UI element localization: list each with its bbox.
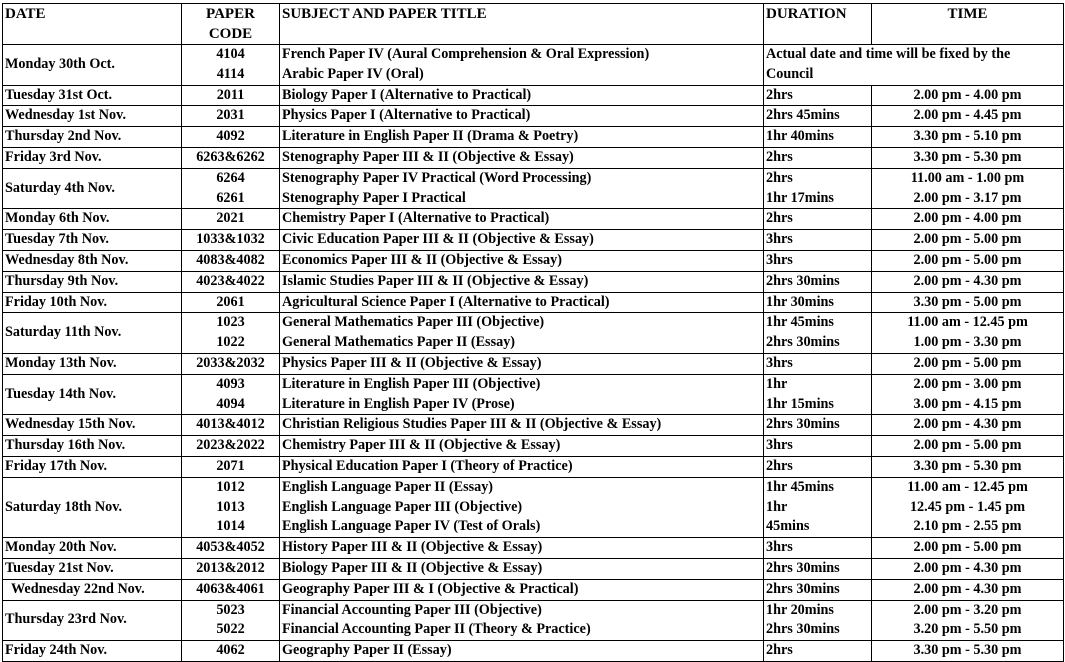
subject-line: Biology Paper I (Alternative to Practical) bbox=[282, 86, 532, 103]
paper-code bbox=[182, 127, 280, 148]
table-row bbox=[3, 127, 1064, 148]
paper-code-line: 1022 bbox=[216, 334, 245, 351]
paper-code-line: 1012 bbox=[216, 478, 245, 495]
paper-code-line: 4053&4052 bbox=[196, 539, 265, 556]
paper-code bbox=[182, 538, 280, 559]
paper-code bbox=[182, 45, 280, 86]
subject-line: Physics Paper III & II (Objective & Essay) bbox=[282, 354, 542, 371]
time-line: 3.30 pm - 5.30 pm bbox=[913, 457, 1022, 474]
duration-line: 1hr 15mins bbox=[766, 395, 834, 412]
paper-code bbox=[182, 85, 280, 106]
time-slot bbox=[872, 579, 1064, 600]
table-row bbox=[3, 579, 1064, 600]
time-line: 2.00 pm - 5.00 pm bbox=[913, 251, 1022, 268]
time-line: 3.30 pm - 5.30 pm bbox=[913, 148, 1022, 165]
subject-line: Geography Paper II (Essay) bbox=[282, 642, 452, 659]
exam-date: Monday 13th Nov. bbox=[3, 353, 182, 374]
paper-code-line: 4092 bbox=[216, 128, 245, 145]
time-line: 2.00 pm - 4.30 pm bbox=[913, 580, 1022, 597]
duration bbox=[764, 600, 872, 641]
table-row bbox=[3, 538, 1064, 559]
header-date: DATE bbox=[3, 4, 182, 45]
duration-line: 1hr bbox=[766, 498, 788, 515]
duration bbox=[764, 209, 872, 230]
paper-code bbox=[182, 353, 280, 374]
table-row bbox=[3, 168, 1064, 209]
subject-line: Arabic Paper IV (Oral) bbox=[282, 65, 424, 82]
subject-line: Christian Religious Studies Paper III & II (Objective & Essay) bbox=[282, 416, 662, 433]
paper-code-line: 5022 bbox=[216, 621, 245, 638]
subject-title bbox=[280, 477, 764, 537]
exam-date: Thursday 9th Nov. bbox=[3, 271, 182, 292]
table-row bbox=[3, 477, 1064, 537]
exam-date: Tuesday 21st Nov. bbox=[3, 558, 182, 579]
duration-line: 3hrs bbox=[766, 539, 793, 556]
time-line: 3.30 pm - 5.30 pm bbox=[913, 642, 1022, 659]
subject-title bbox=[280, 374, 764, 415]
subject-line: English Language Paper III (Objective) bbox=[282, 498, 523, 515]
exam-date: Friday 10th Nov. bbox=[3, 292, 182, 313]
duration-line: 1hr 40mins bbox=[766, 128, 834, 145]
paper-code-line: 6264 bbox=[216, 169, 245, 186]
duration bbox=[764, 353, 872, 374]
duration-line: 1hr 45mins bbox=[766, 314, 834, 331]
paper-code-line: 4083&4082 bbox=[196, 251, 265, 268]
time-slot bbox=[872, 374, 1064, 415]
header-time: TIME bbox=[872, 4, 1064, 45]
time-line: 3.30 pm - 5.00 pm bbox=[913, 293, 1022, 310]
duration bbox=[764, 538, 872, 559]
subject-line: English Language Paper II (Essay) bbox=[282, 478, 494, 495]
header-row bbox=[3, 4, 1064, 45]
paper-code-line: 4013&4012 bbox=[196, 416, 265, 433]
duration bbox=[764, 230, 872, 251]
subject-line: French Paper IV (Aural Comprehension & Oral Expression) bbox=[282, 46, 650, 62]
schedule-notice: Actual date and time will be fixed by the Council bbox=[764, 45, 1064, 86]
subject-title bbox=[280, 579, 764, 600]
subject-title bbox=[280, 250, 764, 271]
exam-date: Monday 30th Oct. bbox=[3, 45, 182, 86]
paper-code-line: 2071 bbox=[216, 457, 245, 474]
time-line: 3.00 pm - 4.15 pm bbox=[913, 395, 1022, 412]
time-slot bbox=[872, 209, 1064, 230]
exam-date: Tuesday 14th Nov. bbox=[3, 374, 182, 415]
duration bbox=[764, 292, 872, 313]
duration bbox=[764, 250, 872, 271]
paper-code bbox=[182, 477, 280, 537]
subject-title bbox=[280, 353, 764, 374]
paper-code-line: 4094 bbox=[216, 395, 245, 412]
subject-line: Economics Paper III & II (Objective & Essay) bbox=[282, 251, 562, 268]
subject-title bbox=[280, 313, 764, 354]
subject-title bbox=[280, 209, 764, 230]
time-line: 12.45 pm - 1.45 pm bbox=[909, 498, 1026, 515]
paper-code-line: 4104 bbox=[216, 46, 245, 62]
time-line: 11.00 am - 12.45 pm bbox=[907, 314, 1028, 331]
header-code-line2: CODE bbox=[208, 26, 253, 42]
paper-code-line: 4114 bbox=[216, 65, 245, 82]
time-slot bbox=[872, 168, 1064, 209]
paper-code bbox=[182, 374, 280, 415]
paper-code bbox=[182, 436, 280, 457]
subject-title bbox=[280, 106, 764, 127]
time-slot bbox=[872, 271, 1064, 292]
time-line: 2.00 pm - 5.00 pm bbox=[913, 437, 1022, 454]
paper-code bbox=[182, 147, 280, 168]
subject-title bbox=[280, 292, 764, 313]
duration-line: 2hrs 30mins bbox=[766, 334, 840, 351]
subject-line: History Paper III & II (Objective & Essay) bbox=[282, 539, 543, 556]
table-row bbox=[3, 106, 1064, 127]
exam-date: Saturday 11th Nov. bbox=[3, 313, 182, 354]
table-row bbox=[3, 641, 1064, 662]
subject-title bbox=[280, 127, 764, 148]
duration-line: 45mins bbox=[766, 518, 810, 535]
time-slot bbox=[872, 353, 1064, 374]
duration-line: 1hr 17mins bbox=[766, 189, 834, 206]
time-slot bbox=[872, 106, 1064, 127]
exam-date: Thursday 23rd Nov. bbox=[3, 600, 182, 641]
duration-line: 2hrs 30mins bbox=[766, 621, 840, 638]
paper-code-line: 4093 bbox=[216, 375, 245, 392]
subject-line: Agricultural Science Paper I (Alternative to Practical) bbox=[282, 293, 610, 310]
paper-code bbox=[182, 250, 280, 271]
time-slot bbox=[872, 538, 1064, 559]
time-slot bbox=[872, 292, 1064, 313]
time-line: 3.20 pm - 5.50 pm bbox=[913, 621, 1022, 638]
time-slot bbox=[872, 250, 1064, 271]
time-line: 2.00 pm - 5.00 pm bbox=[913, 539, 1022, 556]
duration bbox=[764, 374, 872, 415]
duration-line: 2hrs 45mins bbox=[766, 107, 840, 124]
subject-line: Literature in English Paper IV (Prose) bbox=[282, 395, 515, 412]
duration-line: 3hrs bbox=[766, 437, 793, 454]
table-row bbox=[3, 250, 1064, 271]
duration-line: 2hrs 30mins bbox=[766, 559, 840, 576]
paper-code-line: 2013&2012 bbox=[196, 559, 265, 576]
paper-code-line: 2033&2032 bbox=[196, 354, 265, 371]
duration bbox=[764, 415, 872, 436]
paper-code bbox=[182, 415, 280, 436]
time-line: 11.00 am - 1.00 pm bbox=[910, 169, 1025, 186]
duration-line: 2hrs bbox=[766, 642, 793, 659]
time-line: 3.30 pm - 5.10 pm bbox=[913, 128, 1022, 145]
table-row bbox=[3, 45, 1064, 86]
paper-code-line: 1014 bbox=[216, 518, 245, 535]
exam-timetable bbox=[2, 3, 1064, 662]
time-slot bbox=[872, 230, 1064, 251]
table-row bbox=[3, 436, 1064, 457]
exam-date: Friday 17th Nov. bbox=[3, 456, 182, 477]
time-line: 1.00 pm - 3.30 pm bbox=[913, 334, 1022, 351]
subject-line: Islamic Studies Paper III & II (Objective & Essay) bbox=[282, 272, 589, 289]
subject-line: Physics Paper I (Alternative to Practical) bbox=[282, 107, 531, 124]
time-slot bbox=[872, 415, 1064, 436]
table-row bbox=[3, 374, 1064, 415]
subject-line: Chemistry Paper III & II (Objective & Essay) bbox=[282, 437, 561, 454]
duration bbox=[764, 168, 872, 209]
paper-code-line: 2011 bbox=[216, 86, 245, 103]
duration bbox=[764, 579, 872, 600]
duration-line: 2hrs bbox=[766, 148, 793, 165]
paper-code-line: 5023 bbox=[216, 601, 245, 618]
table-row bbox=[3, 147, 1064, 168]
paper-code bbox=[182, 641, 280, 662]
duration-line: 2hrs bbox=[766, 457, 793, 474]
time-line: 2.00 pm - 5.00 pm bbox=[913, 354, 1022, 371]
time-line: 2.00 pm - 3.17 pm bbox=[913, 189, 1022, 206]
paper-code-line: 2031 bbox=[216, 107, 245, 124]
table-row bbox=[3, 85, 1064, 106]
paper-code bbox=[182, 271, 280, 292]
exam-date: Wednesday 1st Nov. bbox=[3, 106, 182, 127]
duration bbox=[764, 477, 872, 537]
paper-code bbox=[182, 106, 280, 127]
subject-title bbox=[280, 456, 764, 477]
paper-code-line: 6263&6262 bbox=[196, 148, 265, 165]
duration bbox=[764, 436, 872, 457]
subject-line: English Language Paper IV (Test of Orals) bbox=[282, 518, 541, 535]
subject-line: General Mathematics Paper III (Objective) bbox=[282, 314, 545, 331]
paper-code bbox=[182, 230, 280, 251]
time-slot bbox=[872, 558, 1064, 579]
subject-line: Financial Accounting Paper II (Theory & Practice) bbox=[282, 621, 591, 638]
subject-title bbox=[280, 538, 764, 559]
table-row bbox=[3, 271, 1064, 292]
subject-title bbox=[280, 558, 764, 579]
subject-line: Literature in English Paper III (Objective) bbox=[282, 375, 541, 392]
duration bbox=[764, 85, 872, 106]
duration-line: 1hr bbox=[766, 375, 788, 392]
subject-title bbox=[280, 230, 764, 251]
paper-code-line: 2061 bbox=[216, 293, 245, 310]
subject-title bbox=[280, 436, 764, 457]
duration bbox=[764, 558, 872, 579]
exam-date: Thursday 16th Nov. bbox=[3, 436, 182, 457]
paper-code-line: 2021 bbox=[216, 210, 245, 227]
paper-code bbox=[182, 579, 280, 600]
duration-line: 2hrs 30mins bbox=[766, 416, 840, 433]
table-row bbox=[3, 209, 1064, 230]
paper-code-line: 2023&2022 bbox=[196, 437, 265, 454]
exam-date: Saturday 18th Nov. bbox=[3, 477, 182, 537]
time-line: 2.10 pm - 2.55 pm bbox=[913, 518, 1022, 535]
time-line: 2.00 pm - 4.30 pm bbox=[913, 416, 1022, 433]
paper-code-line: 6261 bbox=[216, 189, 245, 206]
duration-line: 3hrs bbox=[766, 231, 793, 248]
table-row bbox=[3, 415, 1064, 436]
paper-code-line: 1013 bbox=[216, 498, 245, 515]
time-slot bbox=[872, 600, 1064, 641]
subject-line: Physical Education Paper I (Theory of Practice) bbox=[282, 457, 573, 474]
duration bbox=[764, 127, 872, 148]
duration-line: 1hr 30mins bbox=[766, 293, 834, 310]
paper-code-line: 4063&4061 bbox=[196, 580, 265, 597]
time-line: 2.00 pm - 4.45 pm bbox=[913, 107, 1022, 124]
table-row bbox=[3, 456, 1064, 477]
time-line: 2.00 pm - 4.00 pm bbox=[913, 210, 1022, 227]
table-row bbox=[3, 353, 1064, 374]
subject-title bbox=[280, 271, 764, 292]
duration-line: 1hr 20mins bbox=[766, 601, 834, 618]
subject-line: Stenography Paper III & II (Objective & Essay) bbox=[282, 148, 574, 165]
duration-line: 3hrs bbox=[766, 251, 793, 268]
table-row bbox=[3, 230, 1064, 251]
header-subject: SUBJECT AND PAPER TITLE bbox=[280, 4, 764, 45]
time-line: 2.00 pm - 4.00 pm bbox=[913, 86, 1022, 103]
subject-title bbox=[280, 85, 764, 106]
paper-code-line: 1023 bbox=[216, 314, 245, 331]
time-line: 2.00 pm - 3.00 pm bbox=[913, 375, 1022, 392]
time-slot bbox=[872, 456, 1064, 477]
header-duration: DURATION bbox=[764, 4, 872, 45]
subject-line: Geography Paper III & I (Objective & Practical) bbox=[282, 580, 579, 597]
paper-code bbox=[182, 209, 280, 230]
table-row bbox=[3, 600, 1064, 641]
timetable-body bbox=[3, 45, 1064, 662]
subject-line: Financial Accounting Paper III (Objective) bbox=[282, 601, 542, 618]
time-line: 11.00 am - 12.45 pm bbox=[907, 478, 1028, 495]
time-slot bbox=[872, 147, 1064, 168]
subject-line: Stenography Paper I Practical bbox=[282, 189, 466, 206]
duration bbox=[764, 106, 872, 127]
subject-title bbox=[280, 600, 764, 641]
subject-title bbox=[280, 641, 764, 662]
time-line: 2.00 pm - 5.00 pm bbox=[913, 231, 1022, 248]
subject-line: Chemistry Paper I (Alternative to Practical) bbox=[282, 210, 550, 227]
table-row bbox=[3, 313, 1064, 354]
exam-date: Monday 20th Nov. bbox=[3, 538, 182, 559]
subject-line: Literature in English Paper II (Drama & Poetry) bbox=[282, 128, 579, 145]
duration bbox=[764, 641, 872, 662]
paper-code bbox=[182, 558, 280, 579]
time-slot bbox=[872, 313, 1064, 354]
subject-line: General Mathematics Paper II (Essay) bbox=[282, 334, 516, 351]
duration-line: 2hrs 30mins bbox=[766, 580, 840, 597]
duration-line: 1hr 45mins bbox=[766, 478, 834, 495]
subject-title bbox=[280, 168, 764, 209]
exam-date: Tuesday 7th Nov. bbox=[3, 230, 182, 251]
time-slot bbox=[872, 641, 1064, 662]
duration-line: 2hrs bbox=[766, 86, 793, 103]
time-line: 2.00 pm - 3.20 pm bbox=[913, 601, 1022, 618]
exam-date: Friday 24th Nov. bbox=[3, 641, 182, 662]
time-slot bbox=[872, 85, 1064, 106]
paper-code bbox=[182, 292, 280, 313]
time-line: 2.00 pm - 4.30 pm bbox=[913, 272, 1022, 289]
time-slot bbox=[872, 127, 1064, 148]
paper-code bbox=[182, 168, 280, 209]
subject-title bbox=[280, 147, 764, 168]
exam-date: Saturday 4th Nov. bbox=[3, 168, 182, 209]
duration-line: 2hrs 30mins bbox=[766, 272, 840, 289]
subject-line: Civic Education Paper III & II (Objective & Essay) bbox=[282, 231, 594, 248]
paper-code-line: 4062 bbox=[216, 642, 245, 659]
paper-code bbox=[182, 600, 280, 641]
paper-code bbox=[182, 313, 280, 354]
duration bbox=[764, 271, 872, 292]
paper-code bbox=[182, 456, 280, 477]
time-slot bbox=[872, 436, 1064, 457]
exam-date: Monday 6th Nov. bbox=[3, 209, 182, 230]
table-row bbox=[3, 292, 1064, 313]
exam-date: Tuesday 31st Oct. bbox=[3, 85, 182, 106]
header-code-line1: PAPER bbox=[206, 6, 255, 22]
duration bbox=[764, 456, 872, 477]
duration-line: 2hrs bbox=[766, 169, 793, 186]
subject-line: Stenography Paper IV Practical (Word Processing) bbox=[282, 169, 592, 186]
exam-date: Wednesday 22nd Nov. bbox=[3, 579, 182, 600]
subject-line: Biology Paper III & II (Objective & Essay) bbox=[282, 559, 543, 576]
duration-line: 2hrs bbox=[766, 210, 793, 227]
duration-line: 3hrs bbox=[766, 354, 793, 371]
header-paper-code bbox=[182, 4, 280, 45]
time-slot bbox=[872, 477, 1064, 537]
exam-date: Wednesday 15th Nov. bbox=[3, 415, 182, 436]
paper-code-line: 4023&4022 bbox=[196, 272, 265, 289]
exam-date: Wednesday 8th Nov. bbox=[3, 250, 182, 271]
subject-title bbox=[280, 45, 764, 86]
duration bbox=[764, 313, 872, 354]
time-line: 2.00 pm - 4.30 pm bbox=[913, 559, 1022, 576]
table-row bbox=[3, 558, 1064, 579]
duration bbox=[764, 147, 872, 168]
exam-date: Thursday 2nd Nov. bbox=[3, 127, 182, 148]
paper-code-line: 1033&1032 bbox=[196, 231, 265, 248]
exam-date: Friday 3rd Nov. bbox=[3, 147, 182, 168]
subject-title bbox=[280, 415, 764, 436]
